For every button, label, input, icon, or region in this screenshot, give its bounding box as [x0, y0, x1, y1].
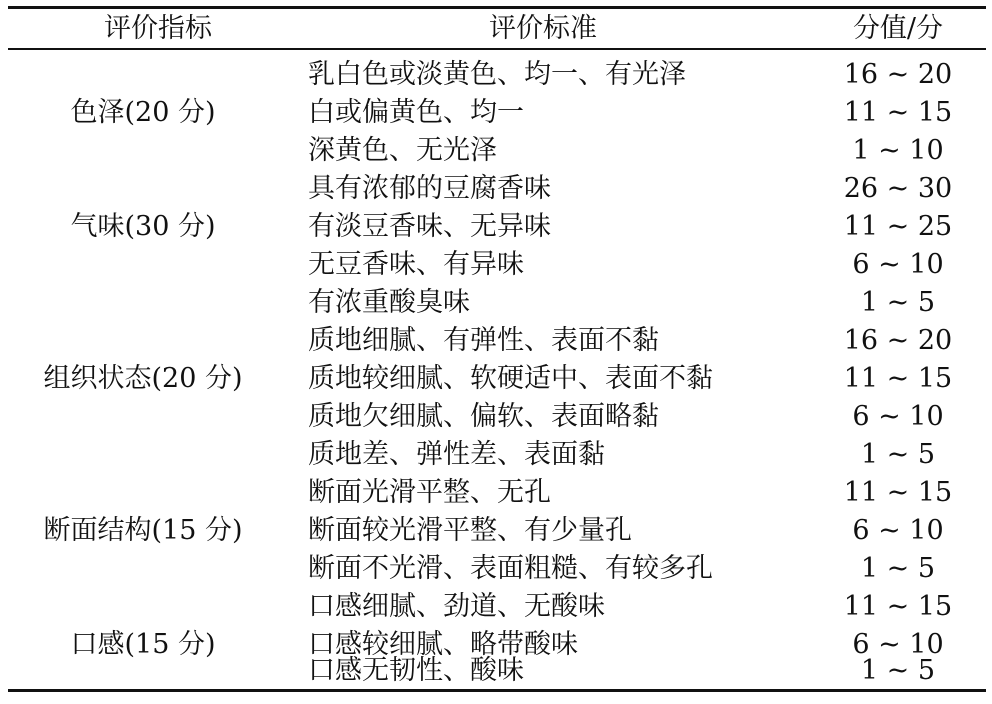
criteria-cell: 质地欠细腻、偏软、表面略黏: [308, 401, 659, 432]
table-row: [8, 398, 986, 436]
table-row: [8, 208, 986, 246]
header-indicator: 评价指标: [104, 13, 212, 44]
indicator-label: 色泽(20 分): [70, 97, 216, 128]
table-row: [8, 474, 986, 512]
table-row: [8, 512, 986, 550]
score-cell: 11 ~ 15: [843, 97, 953, 128]
criteria-cell: 有淡豆香味、无异味: [308, 211, 551, 242]
header-score: 分值/分: [852, 13, 944, 44]
criteria-cell: 质地较细腻、软硬适中、表面不黏: [308, 363, 713, 394]
table-row: [8, 170, 986, 208]
indicator-label: 气味(30 分): [70, 211, 216, 242]
criteria-cell: 断面光滑平整、无孔: [308, 477, 551, 508]
criteria-cell: 口感细腻、劲道、无酸味: [308, 591, 605, 622]
criteria-cell: 质地差、弹性差、表面黏: [308, 439, 605, 470]
score-cell: 11 ~ 15: [843, 591, 953, 622]
score-cell: 11 ~ 15: [843, 477, 953, 508]
header-criteria: 评价标准: [489, 13, 597, 44]
criteria-cell: 具有浓郁的豆腐香味: [308, 173, 551, 204]
criteria-cell: 质地细腻、有弹性、表面不黏: [308, 325, 659, 356]
score-cell: 26 ~ 30: [843, 173, 953, 204]
table-row: [8, 436, 986, 474]
score-cell: 1 ~ 5: [860, 287, 936, 318]
indicator-label: 组织状态(20 分): [43, 363, 243, 394]
criteria-cell: 断面不光滑、表面粗糙、有较多孔: [308, 553, 713, 584]
score-cell: 11 ~ 15: [843, 363, 953, 394]
criteria-cell: 深黄色、无光泽: [308, 135, 497, 166]
indicator-label: 断面结构(15 分): [43, 515, 243, 546]
table-row: [8, 652, 986, 690]
table-row: [8, 588, 986, 626]
criteria-cell: 断面较光滑平整、有少量孔: [308, 515, 632, 546]
score-cell: 1 ~ 10: [852, 135, 944, 166]
criteria-cell: 白或偏黄色、均一: [308, 97, 524, 128]
table-row: [8, 246, 986, 284]
table-row: [8, 322, 986, 360]
score-cell: 6 ~ 10: [852, 515, 944, 546]
table-row: [8, 94, 986, 132]
score-cell: 6 ~ 10: [852, 629, 944, 660]
criteria-cell: 乳白色或淡黄色、均一、有光泽: [308, 59, 686, 90]
criteria-cell: 有浓重酸臭味: [308, 287, 470, 318]
score-cell: 16 ~ 20: [843, 59, 953, 90]
score-cell: 6 ~ 10: [852, 401, 944, 432]
table-row: [8, 284, 986, 322]
table-row: [8, 360, 986, 398]
criteria-cell: 无豆香味、有异味: [308, 249, 524, 280]
score-cell: 1 ~ 5: [860, 655, 936, 686]
table-bottom-rule: [8, 689, 986, 692]
score-cell: 1 ~ 5: [860, 439, 936, 470]
criteria-cell: 口感无韧性、酸味: [308, 655, 524, 686]
table-header-rule: [8, 48, 986, 50]
table-row: [8, 132, 986, 170]
score-cell: 16 ~ 20: [843, 325, 953, 356]
criteria-cell: 口感较细腻、略带酸味: [308, 629, 578, 660]
table-row: [8, 550, 986, 588]
table-row: [8, 56, 986, 94]
score-cell: 6 ~ 10: [852, 249, 944, 280]
score-cell: 1 ~ 5: [860, 553, 936, 584]
indicator-label: 口感(15 分): [70, 629, 216, 660]
score-cell: 11 ~ 25: [843, 211, 953, 242]
